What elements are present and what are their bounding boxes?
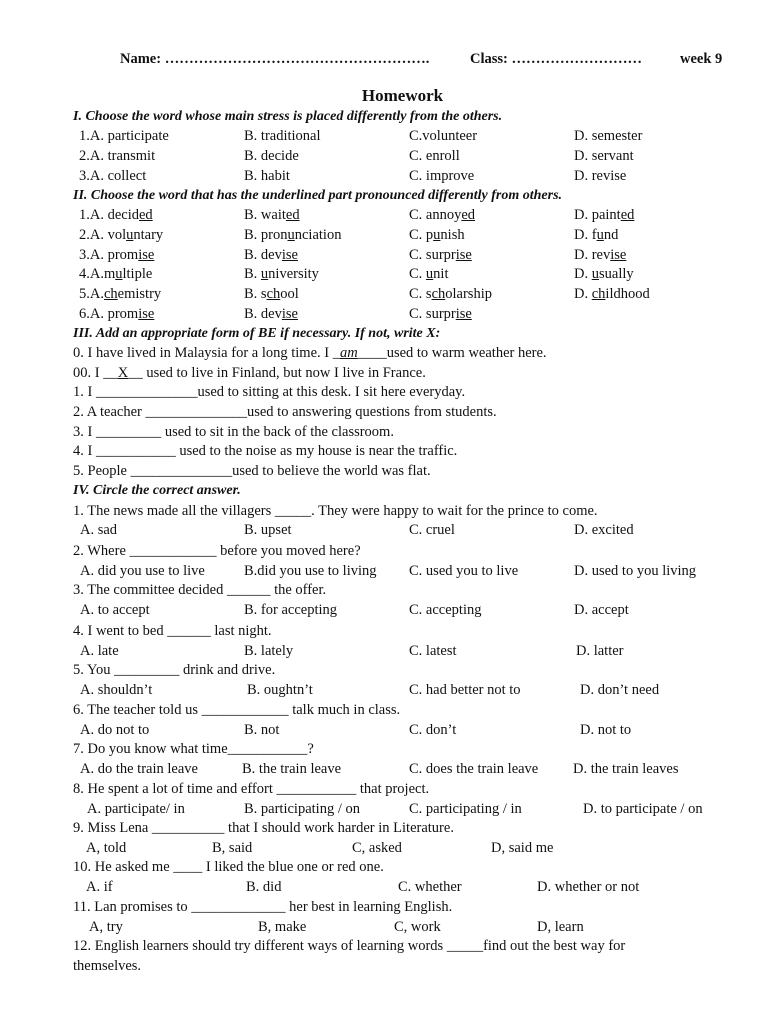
option-text: B. (244, 266, 261, 282)
option: C. latest (409, 643, 457, 659)
s3-item: 1. I ______________used to sitting at this desk. I sit here everyday. (73, 384, 466, 400)
week-label: week 9 (680, 51, 723, 67)
underlined-part: u (126, 227, 134, 243)
q5-stem: 5. You _________ drink and drive. (73, 662, 276, 678)
underlined-part: ch (266, 286, 281, 302)
underlined-part: ise (281, 306, 298, 322)
underlined-part: ed (285, 207, 300, 223)
option: C. had better not to (409, 682, 521, 698)
q8-options (0, 801, 768, 821)
option: D. latter (576, 643, 624, 659)
underlined-part: ise (455, 247, 472, 263)
ex0-answer: am (339, 345, 358, 361)
s1-row (0, 148, 768, 168)
q1-options (0, 522, 768, 542)
q12-stem-line1: 12. English learners should try different ways of learning words _____find out the best way for (73, 938, 626, 954)
option: D. excited (574, 522, 634, 538)
underlined-part: ch (431, 286, 446, 302)
s1-option: 3.A. collect (79, 168, 147, 184)
q11-stem: 11. Lan promises to _____________ her best in learning English. (73, 899, 453, 915)
option-text: 3.A. prom (79, 247, 139, 263)
s2-row (0, 266, 768, 286)
q1-stem: 1. The news made all the villagers _____. They were happy to wait for the prince to come. (73, 503, 598, 519)
underlined-part: ch (103, 286, 118, 302)
option-text: C. annoy (409, 207, 462, 223)
s2-option (79, 247, 154, 264)
s3-item: 3. I _________ used to sit in the back of the classroom. (73, 424, 394, 440)
q4-stem: 4. I went to bed ______ last night. (73, 623, 272, 639)
s2-option (79, 207, 153, 224)
s1-option: D. revise (574, 168, 627, 184)
option-text: 5.A. (79, 286, 104, 302)
option-text: C. s (409, 286, 432, 302)
option: A. did you use to live (80, 563, 205, 579)
option: C, asked (352, 840, 402, 856)
s2-option (574, 286, 650, 303)
q12-stem-line2: themselves. (73, 958, 142, 974)
s2-row (0, 227, 768, 247)
option: C. whether (398, 879, 462, 895)
ex00-answer: X (117, 365, 129, 381)
underlined-part: ise (455, 306, 472, 322)
option: D, said me (491, 840, 554, 856)
option-text: B. dev (244, 306, 282, 322)
option: C, work (394, 919, 441, 935)
page-title: Homework (361, 86, 444, 105)
s1-row (0, 168, 768, 188)
option: B. the train leave (242, 761, 342, 777)
option-text: C. surpr (409, 247, 456, 263)
s2-option (244, 207, 300, 224)
s2-option (244, 306, 298, 323)
option-text: B. wait (244, 207, 286, 223)
q11-options (0, 919, 768, 939)
option-text: ool (280, 286, 299, 302)
option: A. to accept (80, 602, 150, 618)
option: C. used you to live (409, 563, 519, 579)
name-field: Name: ………………………………………………. (120, 51, 430, 67)
option: B. for accepting (244, 602, 338, 618)
s1-option: B. decide (244, 148, 299, 164)
underlined-part: ed (461, 207, 476, 223)
option-text: C. surpr (409, 306, 456, 322)
option: B, said (212, 840, 253, 856)
underlined-part: u (596, 227, 604, 243)
underlined-part: ise (138, 306, 155, 322)
q2-stem: 2. Where ____________ before you moved here? (73, 543, 361, 559)
s1-row (0, 128, 768, 148)
s1-option: C. enroll (409, 148, 460, 164)
s1-option: B. habit (244, 168, 290, 184)
s2-option (79, 227, 163, 244)
q6-options (0, 722, 768, 742)
q2-options (0, 563, 768, 583)
q5-options (0, 682, 768, 702)
option-text: D. rev (574, 247, 611, 263)
option: C. participating / in (409, 801, 522, 817)
s2-option (244, 286, 299, 303)
option-text: ildhood (605, 286, 650, 302)
option-text: emistry (117, 286, 162, 302)
underlined-part: ed (620, 207, 635, 223)
option: D. used to you living (574, 563, 697, 579)
option-text: C. p (409, 227, 434, 243)
s2-option (244, 247, 298, 264)
underlined-part: u (115, 266, 123, 282)
option: A, told (86, 840, 127, 856)
option: D, learn (537, 919, 584, 935)
option-text: B. s (244, 286, 267, 302)
underlined-part: ch (591, 286, 606, 302)
underlined-part: ise (281, 247, 298, 263)
option-text: D. (574, 286, 592, 302)
s2-option (79, 266, 152, 283)
section-2-heading: II. Choose the word that has the underlined part pronounced differently from others. (73, 188, 563, 203)
s2-option (409, 247, 472, 264)
s2-row (0, 207, 768, 227)
q10-stem: 10. He asked me ____ I liked the blue one or red one. (73, 859, 384, 875)
s2-option (244, 266, 319, 283)
s2-row (0, 306, 768, 326)
option: D. not to (580, 722, 632, 738)
option-text: olarship (445, 286, 492, 302)
option: A. late (80, 643, 119, 659)
option-text: 4.A.m (79, 266, 116, 282)
q9-options (0, 840, 768, 860)
option: B. lately (244, 643, 294, 659)
section-1-heading: I. Choose the word whose main stress is placed differently from the others. (73, 109, 503, 124)
s1-option: B. traditional (244, 128, 321, 144)
option: C. accepting (409, 602, 482, 618)
s1-option: C.volunteer (409, 128, 478, 144)
s2-option (409, 227, 465, 244)
underlined-part: ed (139, 207, 153, 223)
s2-row (0, 247, 768, 267)
option: B. did (246, 879, 282, 895)
s1-option: C. improve (409, 168, 475, 184)
s2-option (574, 266, 634, 283)
underlined-part: u (425, 266, 434, 282)
option-text: D. f (574, 227, 597, 243)
option-text: C. (409, 266, 426, 282)
option: A. do the train leave (80, 761, 198, 777)
s1-option: D. semester (574, 128, 643, 144)
underlined-part: u (591, 266, 599, 282)
option-text: nit (433, 266, 449, 282)
option-text: nciation (294, 227, 342, 243)
option: B, make (258, 919, 307, 935)
underlined-part: ise (610, 247, 627, 263)
option-text: B. pron (244, 227, 288, 243)
ex00-before: 00. I __ (73, 365, 118, 381)
option: A. do not to (80, 722, 150, 738)
option: A, try (89, 919, 123, 935)
s3-item: 2. A teacher ______________used to answering questions from students. (73, 404, 497, 420)
s1-option: 1.A. participate (79, 128, 169, 144)
option-text: niversity (268, 266, 319, 282)
option: A. if (86, 879, 113, 895)
option-text: sually (598, 266, 634, 282)
q3-options (0, 602, 768, 622)
q3-stem: 3. The committee decided ______ the offer. (73, 582, 327, 598)
underlined-part: ise (138, 247, 155, 263)
underlined-part: u (260, 266, 269, 282)
option: C. cruel (409, 522, 455, 538)
q6-stem: 6. The teacher told us ____________ talk much in class. (73, 702, 401, 718)
s1-option: 2.A. transmit (79, 148, 156, 164)
s2-option (409, 306, 472, 323)
option: D. accept (574, 602, 629, 618)
option: B.did you use to living (244, 563, 377, 579)
option-text: ltiple (122, 266, 153, 282)
s2-option (79, 306, 154, 323)
s3-item: 4. I ___________ used to the noise as my house is near the traffic. (73, 443, 458, 459)
example-00 (73, 365, 426, 382)
underlined-part: u (433, 227, 441, 243)
underlined-part: u (287, 227, 295, 243)
option: D. to participate / on (583, 801, 703, 817)
option-text: 6.A. prom (79, 306, 139, 322)
option: A. sad (80, 522, 118, 538)
option: B. participating / on (244, 801, 360, 817)
q7-options (0, 761, 768, 781)
option-text: B. dev (244, 247, 282, 263)
section-4-heading: IV. Circle the correct answer. (73, 483, 241, 498)
option: C. does the train leave (409, 761, 539, 777)
s2-option (409, 286, 492, 303)
option-text: D. paint (574, 207, 621, 223)
ex0-after: ____used to warm weather here. (357, 345, 547, 361)
option: D. don’t need (580, 682, 660, 698)
s3-item: 5. People ______________used to believe the world was flat. (73, 463, 431, 479)
ex00-after: __ used to live in Finland, but now I live in France. (128, 365, 426, 381)
s2-option (574, 247, 626, 264)
q7-stem: 7. Do you know what time___________? (73, 741, 314, 757)
s2-option (244, 227, 341, 244)
option: A. shouldn’t (80, 682, 153, 698)
option: A. participate/ in (87, 801, 185, 817)
q9-stem: 9. Miss Lena __________ that I should work harder in Literature. (73, 820, 454, 836)
s2-option (79, 286, 161, 303)
class-field: Class: ……………………… (470, 51, 642, 67)
option-text: nd (603, 227, 619, 243)
s1-option: D. servant (574, 148, 634, 164)
s2-row (0, 286, 768, 306)
option: B. not (244, 722, 280, 738)
header (120, 51, 723, 68)
option-text: nish (440, 227, 465, 243)
s2-option (409, 266, 448, 283)
option: B. upset (244, 522, 292, 538)
q8-stem: 8. He spent a lot of time and effort ___________ that project. (73, 781, 430, 797)
option-text: D. (574, 266, 592, 282)
option: B. oughtn’t (247, 682, 313, 698)
q10-options (0, 879, 768, 899)
section-3-heading: III. Add an appropriate form of BE if necessary. If not, write X: (73, 326, 441, 341)
option: D. the train leaves (573, 761, 679, 777)
ex0-before: 0. I have lived in Malaysia for a long time. I _ (73, 345, 340, 361)
q4-options (0, 643, 768, 663)
option: C. don’t (409, 722, 457, 738)
example-0 (73, 345, 547, 362)
s2-option (574, 207, 634, 224)
option-text: ntary (133, 227, 164, 243)
option-text: 2.A. vol (79, 227, 127, 243)
option-text: 1.A. decid (79, 207, 139, 223)
option: D. whether or not (537, 879, 640, 895)
s2-option (409, 207, 475, 224)
s2-option (574, 227, 618, 244)
